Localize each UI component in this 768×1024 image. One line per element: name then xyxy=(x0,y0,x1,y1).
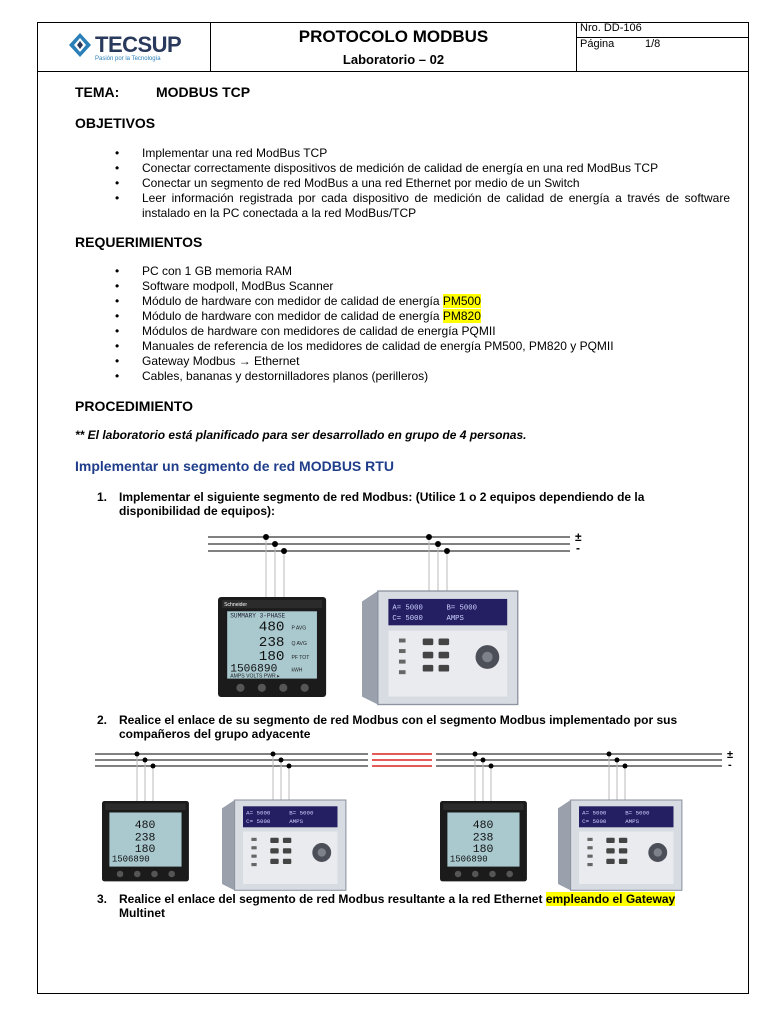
pm-meter-device xyxy=(440,801,527,881)
list-item-text: Módulo de hardware con medidor de calidad de energía xyxy=(142,294,443,308)
list-item: • Conectar correctamente dispositivos de medición de calidad de energía en una red ModBus TCP xyxy=(115,161,730,176)
pm-lcd-menu: AMPS VOLTS PWR ▸ xyxy=(230,673,280,680)
pm-lcd-unit2: Q AVG xyxy=(291,640,307,647)
list-item: • Leer información registrada por cada dispositivo de medición de calidad de energía a través de software instalado en la PC conectada a la red ModBus/TCP xyxy=(115,191,730,221)
list-item: • Cables, bananas y destornilladores planos (perilleros) xyxy=(115,369,730,384)
procedimiento-heading: PROCEDIMIENTO xyxy=(75,398,193,414)
step-text: Realice el enlace de su segmento de red Modbus con el segmento Modbus implementado por sus compañeros del grupo adyacente xyxy=(119,713,678,741)
pq-line1b: B= 5000 xyxy=(446,604,477,613)
pq-line2b: AMPS xyxy=(625,818,640,826)
pq-meter-device xyxy=(222,800,346,890)
group-note: ** El laboratorio está planificado para ser desarrollado en grupo de 4 personas. xyxy=(75,428,527,442)
objetivos-heading: OBJETIVOS xyxy=(75,115,156,131)
pm-lcd-line3: 180 xyxy=(472,842,494,856)
pm-brand-label: Schneider xyxy=(224,602,248,609)
highlight-pm500: PM500 xyxy=(442,294,481,308)
list-item: • Manuales de referencia de los medidores de calidad de energía PM500, PM820 y PQMII xyxy=(115,339,730,354)
pq-line2a: C= 5000 xyxy=(582,818,607,826)
pq-line1b: B= 5000 xyxy=(289,809,314,817)
document-title: PROTOCOLO MODBUS xyxy=(298,27,489,46)
pm-lcd-line1: 480 xyxy=(258,619,285,636)
pq-line1b: B= 5000 xyxy=(625,809,650,817)
pm-meter-device xyxy=(102,801,189,881)
page-label: Página xyxy=(580,38,615,50)
pq-meter-device xyxy=(558,800,682,890)
logo-tagline: Pasión por la Tecnología xyxy=(95,56,161,62)
pq-line1a: A= 5000 xyxy=(246,809,271,817)
list-item: • Conectar un segmento de red ModBus a una red Ethernet por medio de un Switch xyxy=(115,176,730,191)
list-item-text: Módulo de hardware con medidor de calidad de energía xyxy=(142,309,443,323)
pq-line2b: AMPS xyxy=(446,615,464,624)
step-text: Implementar el siguiente segmento de red Modbus: (Utilice 1 o 2 equipos dependiendo de la disponibilidad de equipos): xyxy=(119,490,645,518)
list-item: • PC con 1 GB memoria RAM xyxy=(115,264,730,279)
pq-meter-device xyxy=(362,591,518,705)
pm-lcd-unit4: kWH xyxy=(291,667,303,674)
step3-text-pre: Realice el enlace del segmento de red Modbus resultante a la red Ethernet xyxy=(119,892,546,906)
pq-line2b: AMPS xyxy=(289,818,304,826)
logo-text: TECSUP xyxy=(95,32,182,57)
tema-value: MODBUS TCP xyxy=(156,84,251,100)
pm-meter-device xyxy=(218,597,326,697)
bus-diagram-1 xyxy=(208,537,570,551)
page-value: 1/8 xyxy=(645,38,661,50)
pq-line1a: A= 5000 xyxy=(392,604,423,613)
polarity-minus-2: - xyxy=(728,759,732,771)
pm-lcd-line2: 238 xyxy=(472,831,494,845)
step-number: 1. xyxy=(97,490,108,504)
pm-lcd-line4: 1506890 xyxy=(111,853,150,865)
pm-lcd-line3: 180 xyxy=(258,649,285,666)
section-subheading: Implementar un segmento de red MODBUS RTU xyxy=(75,458,394,474)
list-item: • Implementar una red ModBus TCP xyxy=(115,146,730,161)
requerimientos-heading: REQUERIMIENTOS xyxy=(75,234,203,250)
pq-line2a: C= 5000 xyxy=(392,615,423,624)
pm-lcd-line3: 180 xyxy=(134,842,156,856)
pm-lcd-line1: 480 xyxy=(134,819,156,833)
step3-highlight: empleando el Gateway xyxy=(545,892,676,906)
pm-lcd-unit3: PF TOT xyxy=(291,655,310,662)
polarity-minus: - xyxy=(576,541,580,555)
pm-lcd-line1: 480 xyxy=(472,819,494,833)
pm-lcd-line0: SUMMARY 3-PHASE xyxy=(230,612,286,620)
pq-line1a: A= 5000 xyxy=(582,809,607,817)
polarity-plus: ± xyxy=(575,530,582,544)
list-item: • Software modpoll, ModBus Scanner xyxy=(115,279,730,294)
pq-line2a: C= 5000 xyxy=(246,818,271,826)
document-subtitle: Laboratorio – 02 xyxy=(342,52,445,67)
pm-lcd-unit1: P AVG xyxy=(291,625,307,632)
list-item: • Gateway Modbus → Ethernet xyxy=(115,354,730,369)
highlight-pm820: PM820 xyxy=(442,309,481,323)
step3-text-post: Multinet xyxy=(119,906,165,920)
pm-lcd-line4: 1506890 xyxy=(230,663,278,676)
step-number: 2. xyxy=(97,713,108,727)
doc-number: Nro. DD-106 xyxy=(577,22,749,38)
pm-lcd-line2: 238 xyxy=(134,831,156,845)
list-item: • Módulos de hardware con medidores de calidad de energía PQMII xyxy=(115,324,730,339)
polarity-plus-2: ± xyxy=(727,749,734,761)
pm-lcd-line4: 1506890 xyxy=(449,853,488,865)
adjacent-link xyxy=(372,754,432,766)
step-number: 3. xyxy=(97,892,108,906)
pm-lcd-line2: 238 xyxy=(258,634,285,651)
tema-label: TEMA: xyxy=(75,84,120,100)
